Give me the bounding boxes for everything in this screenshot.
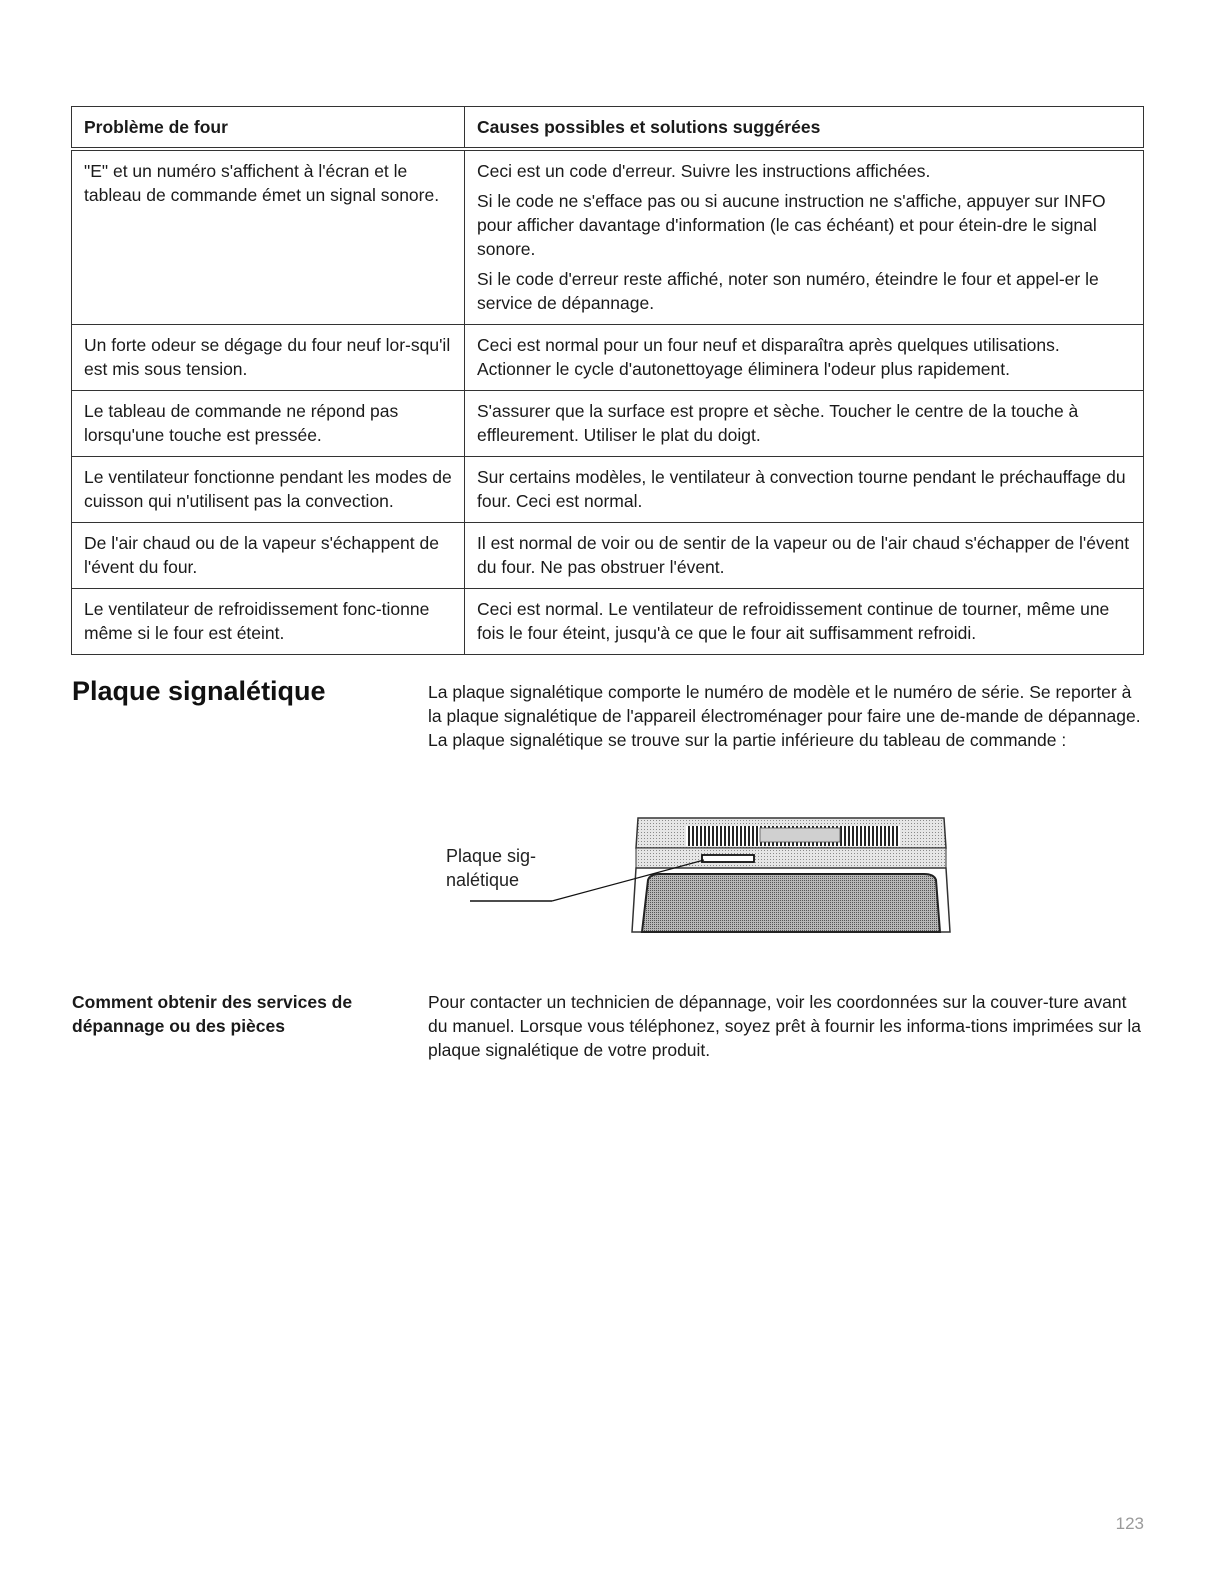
solution-cell bbox=[465, 523, 1144, 589]
table-header-row bbox=[72, 107, 1144, 150]
service-title: Comment obtenir des services de dépannage ou des pièces bbox=[72, 992, 353, 1036]
solution-cell bbox=[465, 391, 1144, 457]
solution-text: Ceci est normal pour un four neuf et disparaîtra après quelques utilisations. Actionner le cycle d'autonettoyage éliminera l'odeur plus rapidement. bbox=[477, 335, 1060, 379]
solution-cell bbox=[465, 457, 1144, 523]
solution-cell bbox=[465, 325, 1144, 391]
solution-text: S'assurer que la surface est propre et sèche. Toucher le centre de la touche à effleurement. Utiliser le plat du doigt. bbox=[477, 401, 1079, 445]
header-problem: Problème de four bbox=[72, 107, 465, 150]
table-row bbox=[72, 523, 1144, 589]
rating-plate-title: Plaque signalétique bbox=[72, 676, 326, 706]
table-row bbox=[72, 391, 1144, 457]
problem-cell: Le ventilateur de refroidissement fonc-tionne même si le four est éteint. bbox=[72, 589, 465, 655]
solution-text: Ceci est un code d'erreur. Suivre les instructions affichées. bbox=[477, 161, 931, 181]
solution-cell bbox=[465, 589, 1144, 655]
rating-plate-figure bbox=[440, 808, 960, 938]
service-description: Pour contacter un technicien de dépannage, voir les coordonnées sur la couver-ture avant du manuel. Lorsque vous téléphonez, soyez prêt à fournir les informa-tions imprimées sur la plaque signalétique de votre produit. bbox=[428, 992, 1141, 1060]
rating-plate-description: La plaque signalétique comporte le numéro de modèle et le numéro de série. Se reporter à la plaque signalétique de l'appareil électroménager pour faire une de-mande de dépannage. La plaque signalétique se trouve sur la partie inférieure du tableau de commande : bbox=[428, 682, 1141, 750]
page-number: 123 bbox=[1115, 1514, 1144, 1533]
troubleshooting-table bbox=[71, 106, 1144, 655]
solution-text: Sur certains modèles, le ventilateur à convection tourne pendant le préchauffage du four. Ceci est normal. bbox=[477, 467, 1126, 511]
problem-cell: Le ventilateur fonctionne pendant les modes de cuisson qui n'utilisent pas la convection. bbox=[72, 457, 465, 523]
table-row bbox=[72, 325, 1144, 391]
table-row bbox=[72, 457, 1144, 523]
problem-cell: Un forte odeur se dégage du four neuf lor-squ'il est mis sous tension. bbox=[72, 325, 465, 391]
solution-text: Si le code ne s'efface pas ou si aucune instruction ne s'affiche, appuyer sur INFO pour afficher davantage d'information (le cas échéant) et pour étein-dre le signal sonore. bbox=[477, 191, 1106, 259]
header-solutions: Causes possibles et solutions suggérées bbox=[465, 107, 1144, 150]
solution-text: Il est normal de voir ou de sentir de la vapeur ou de l'air chaud s'échapper de l'évent du four. Ne pas obstruer l'évent. bbox=[477, 533, 1130, 577]
table-row bbox=[72, 149, 1144, 325]
solution-text: Si le code d'erreur reste affiché, noter son numéro, éteindre le four et appel-er le service de dépannage. bbox=[477, 269, 1099, 313]
solution-cell bbox=[465, 149, 1144, 325]
problem-cell: "E" et un numéro s'affichent à l'écran et le tableau de commande émet un signal sonore. bbox=[72, 149, 465, 325]
solution-text: Ceci est normal. Le ventilateur de refroidissement continue de tourner, même une fois le four éteint, jusqu'à ce que le four ait suffisamment refroidi. bbox=[477, 599, 1110, 643]
problem-cell: Le tableau de commande ne répond pas lorsqu'une touche est pressée. bbox=[72, 391, 465, 457]
figure-label: Plaque sig-nalétique bbox=[446, 846, 537, 890]
table-row bbox=[72, 589, 1144, 655]
problem-cell: De l'air chaud ou de la vapeur s'échappent de l'évent du four. bbox=[72, 523, 465, 589]
